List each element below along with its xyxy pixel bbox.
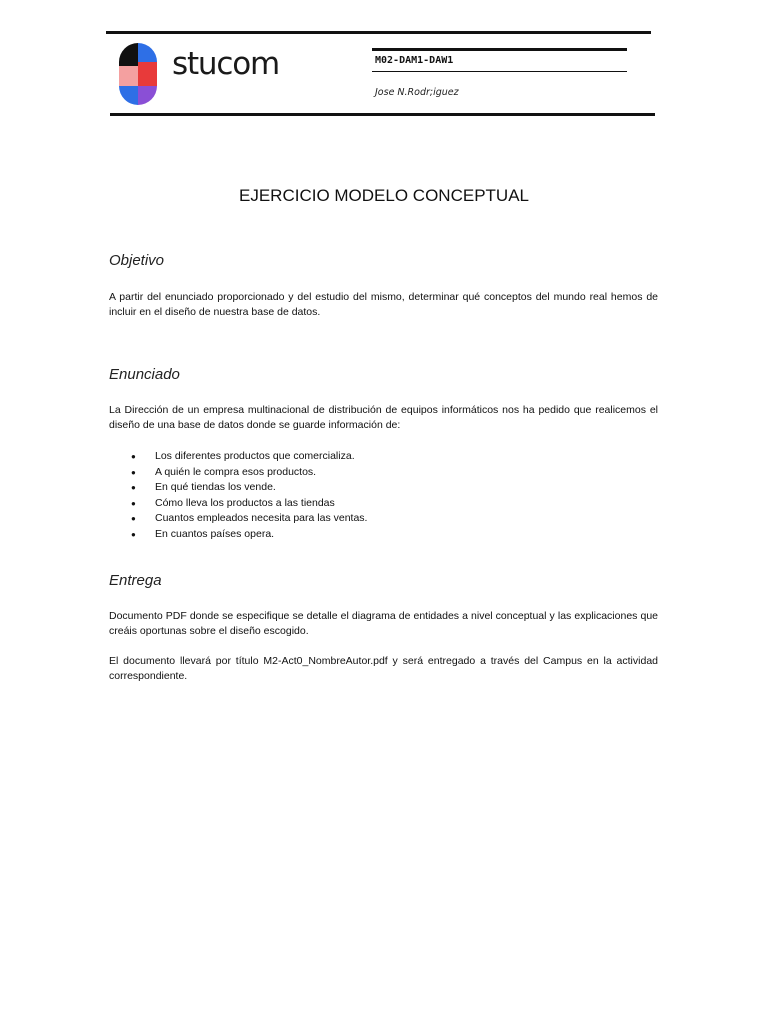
heading-entrega: Entrega: [109, 572, 162, 589]
list-item: ● Cuantos empleados necesita para las ventas.: [109, 511, 658, 527]
code-top-rule: [372, 48, 627, 51]
list-item: ● A quién le compra esos productos.: [109, 465, 658, 481]
header-bottom-rule: [110, 113, 655, 116]
heading-enunciado: Enunciado: [109, 366, 180, 383]
requirements-list: [109, 449, 658, 542]
course-code: M02-DAM1-DAW1: [375, 55, 454, 66]
enunciado-paragraph: La Dirección de un empresa multinacional de distribución de equipos informáticos nos ha pedido que realicemos el diseño de una base de datos donde se guarde información de:: [109, 404, 658, 431]
code-underline: [372, 71, 627, 72]
document-title: EJERCICIO MODELO CONCEPTUAL: [239, 186, 529, 205]
entrega-paragraph-1: Documento PDF donde se especifique se detalle el diagrama de entidades a nivel conceptual y las explicaciones que creáis oportunas sobre el diseño escogido.: [109, 610, 658, 637]
header-top-rule: [106, 31, 651, 34]
author-name: Jose N.Rodr;iguez: [375, 87, 459, 98]
list-item: ● En qué tiendas los vende.: [109, 480, 658, 496]
stucom-logo-icon: [119, 42, 157, 106]
entrega-paragraph-2: El documento llevará por título M2-Act0_NombreAutor.pdf y será entregado a través del Campus en la actividad correspondiente.: [109, 655, 658, 682]
list-item: ● Cómo lleva los productos a las tiendas: [109, 496, 658, 512]
stucom-logo-text: stucom: [172, 46, 279, 82]
objetivo-paragraph: A partir del enunciado proporcionado y del estudio del mismo, determinar qué conceptos del mundo real hemos de incluir en el diseño de nuestra base de datos.: [109, 291, 658, 318]
list-item: ● Los diferentes productos que comercializa.: [109, 449, 658, 465]
heading-objetivo: Objetivo: [109, 252, 165, 269]
list-item: ● En cuantos países opera.: [109, 527, 658, 543]
